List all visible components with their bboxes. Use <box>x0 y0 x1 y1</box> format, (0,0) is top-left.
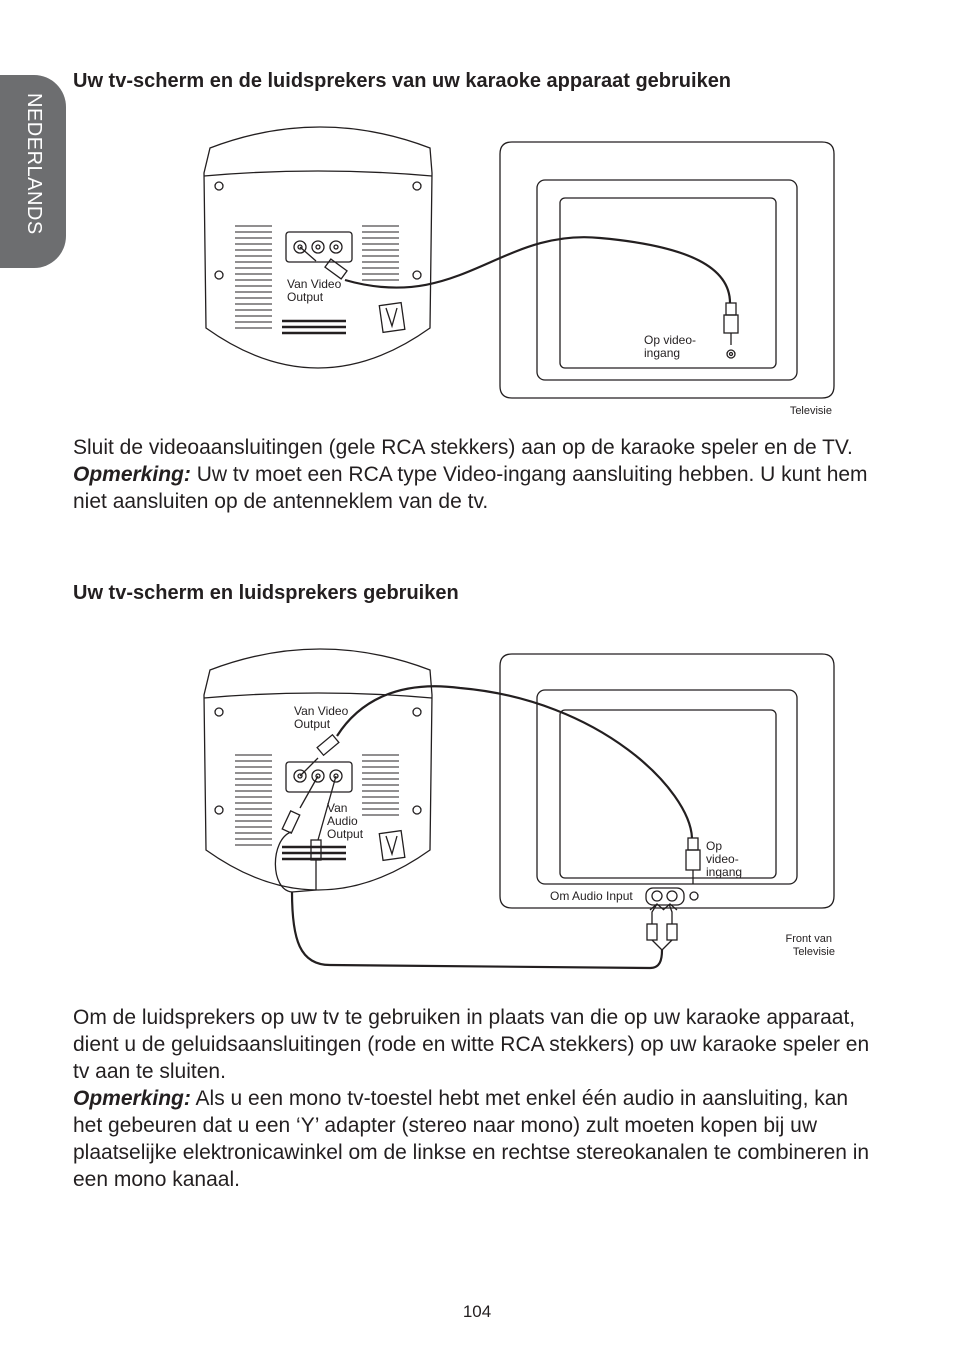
television-outline <box>500 654 834 908</box>
front-van-televisie-label: Front van Televisie <box>785 933 835 958</box>
op-video-ingang-label: Op video- ingang <box>706 839 743 879</box>
section2-paragraph: Om de luidsprekers op uw tv te gebruiken in plaats van die op uw karaoke apparaat, dient u de geluidsaansluitingen (rode en witte RCA stekkers) op uw karaoke speler en tv aan te sluiten. <box>73 1006 870 1083</box>
section1-body <box>73 434 883 515</box>
video-connection-diagram <box>0 118 954 418</box>
section1-note-label: Opmerking: <box>73 463 191 486</box>
audio-video-connection-diagram <box>0 640 954 980</box>
section1-note-text: Uw tv moet een RCA type Video-ingang aansluiting hebben. U kunt hem niet aansluiten op de antenneklem van de tv. <box>73 463 868 513</box>
van-audio-output-label: Van Audio Output <box>327 801 364 841</box>
om-audio-input-label: Om Audio Input <box>550 889 633 903</box>
language-tab-label: NEDERLANDS <box>23 93 45 235</box>
section1-paragraph: Sluit de videoaansluitingen (gele RCA stekkers) aan op de karaoke speler en de TV. <box>73 436 853 459</box>
van-video-output-label: Van Video Output <box>294 704 349 731</box>
section2-note-label: Opmerking: <box>73 1087 191 1110</box>
section2-note-text: Als u een mono tv-toestel hebt met enkel één audio in aansluiting, kan het gebeuren dat u een ‘Y’ adapter (stereo naar mono) zult moeten kopen bij uw plaatselijke elektronicawinkel om de linkse en rechtse stereokanalen te combineren in een mono kanaal. <box>73 1087 870 1191</box>
section2-body <box>73 1004 883 1193</box>
section2-note <box>73 1085 883 1193</box>
section1-heading: Uw tv-scherm en de luidsprekers van uw karaoke apparaat gebruiken <box>73 70 732 92</box>
op-video-ingang-label: Op video- ingang <box>644 333 697 360</box>
televisie-label: Televisie <box>789 405 832 417</box>
section2-heading: Uw tv-scherm en luidsprekers gebruiken <box>73 582 459 604</box>
page-number: 104 <box>462 1302 492 1321</box>
section1-note <box>73 461 883 515</box>
van-video-output-label: Van Video Output <box>287 277 342 304</box>
